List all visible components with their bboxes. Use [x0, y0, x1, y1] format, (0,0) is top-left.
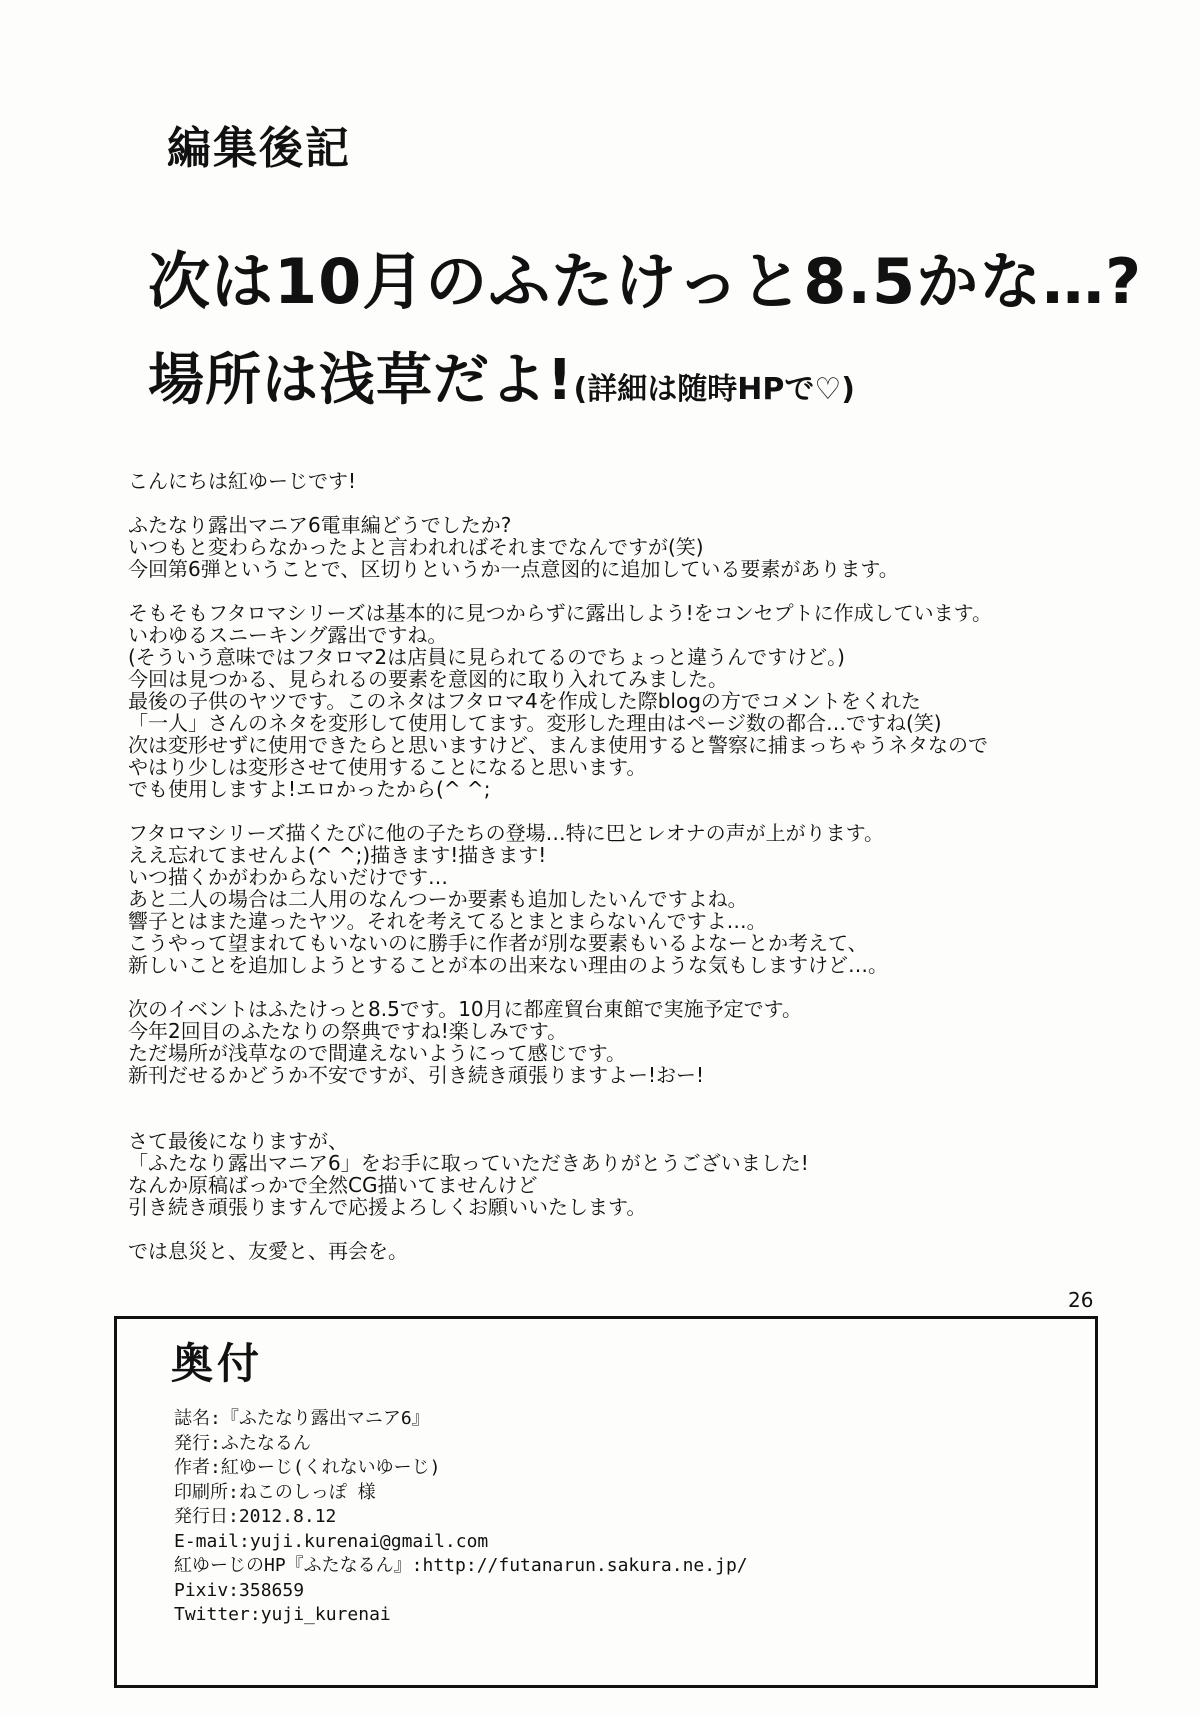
- paragraph-closing: [128, 1240, 1088, 1262]
- colophon-list: [174, 1407, 748, 1628]
- colophon-item-title: 誌名:『ふたなり露出マニア6』: [174, 1408, 430, 1429]
- text-line: 次のイベントはふたけっと8.5です。10月に都産貿台東館で実施予定です。: [128, 997, 803, 1021]
- text-line: では息災と、友愛と、再会を。: [128, 1239, 408, 1263]
- colophon-item-homepage: 紅ゆーじのHP『ふたなるん』:http://futanarun.sakura.ne.jp/: [174, 1555, 748, 1576]
- text-line: やはり少しは変形させて使用することになると思います。: [128, 755, 647, 779]
- text-line: 新刊だせるかどうか不安ですが、引き続き頑張りますよー!おー!: [128, 1063, 705, 1087]
- text-line: でも使用しますよ!エロかったから(^ ^;: [128, 777, 491, 801]
- text-line: いつもと変わらなかったよと言われればそれまでなんですが(笑): [128, 535, 704, 559]
- venue-headline-main: 場所は浅草だよ!: [148, 348, 574, 413]
- afterword-body: [128, 470, 1088, 1284]
- paragraph-greeting: [128, 470, 1088, 492]
- colophon-item-publisher: 発行:ふたなるん: [174, 1432, 311, 1454]
- page-number: 26: [1068, 1288, 1094, 1312]
- text-line: ええ忘れてませんよ(^ ^;)描きます!描きます!: [128, 843, 547, 867]
- colophon-item-author: 作者:紅ゆーじ(くれないゆーじ): [174, 1457, 441, 1478]
- text-line: (そういう意味ではフタロマ2は店員に見られてるのでちょっと違うんですけど。): [128, 645, 845, 669]
- paragraph-concept: [128, 602, 1088, 800]
- colophon-item-email: E-mail:yuji.kurenai@gmail.com: [174, 1530, 489, 1552]
- text-line: いつ描くかがわからないだけです…: [128, 865, 448, 889]
- colophon-item-pixiv: Pixiv:358659: [174, 1579, 305, 1601]
- venue-headline-note: (詳細は随時HPで♡): [573, 372, 855, 407]
- colophon-item-twitter: Twitter:yuji_kurenai: [174, 1604, 391, 1625]
- colophon-item-printer: 印刷所:ねこのしっぽ 様: [174, 1481, 376, 1503]
- paragraph-intro: [128, 514, 1088, 580]
- paragraph-event: [128, 998, 1088, 1086]
- text-line: ふたなり露出マニア6電車編どうでしたか?: [128, 513, 512, 537]
- text-line: 引き続き頑張りますんで応援よろしくお願いいたします。: [128, 1195, 647, 1219]
- text-line: いわゆるスニーキング露出ですね。: [128, 623, 448, 647]
- text-line: なんか原稿ばっかで全然CG描いてませんけど: [128, 1173, 538, 1197]
- text-line: フタロマシリーズ描くたびに他の子たちの登場…特に巴とレオナの声が上がります。: [128, 821, 884, 845]
- colophon-title: 奥付: [171, 1339, 264, 1388]
- text-line: 最後の子供のヤツです。このネタはフタロマ4を作成した際blogの方でコメントをくれた: [128, 689, 921, 713]
- text-line: そもそもフタロマシリーズは基本的に見つからずに露出しよう!をコンセプトに作成しています。: [128, 601, 993, 625]
- text-line: 今年2回目のふたなりの祭典ですね!楽しみです。: [128, 1019, 568, 1043]
- text-line: 響子とはまた違ったヤツ。それを考えてるとまとまらないんですよ…。: [128, 909, 767, 933]
- text-line: さて最後になりますが、: [128, 1129, 348, 1153]
- text-line: 「一人」さんのネタを変形して使用してます。変形した理由はページ数の都合…ですね(笑): [128, 711, 942, 735]
- colophon-item-date: 発行日:2012.8.12: [174, 1506, 337, 1527]
- text-line: 今回は見つかる、見られるの要素を意図的に取り入れてみました。: [128, 667, 728, 691]
- page-title: 編集後記: [167, 123, 351, 174]
- text-line: あと二人の場合は二人用のなんつーか要素も追加したいんですよね。: [128, 887, 748, 911]
- venue-headline: [148, 336, 1048, 416]
- event-headline: 次は10月のふたけっと8.5かな…?: [148, 245, 1143, 318]
- text-line: 今回第6弾ということで、区切りというか一点意図的に追加している要素があります。: [128, 557, 899, 581]
- paragraph-thanks: [128, 1130, 1088, 1218]
- text-line: 次は変形せずに使用できたらと思いますけど、まんま使用すると警察に捕まっちゃうネタなので: [128, 733, 988, 757]
- colophon-box: [114, 1316, 1098, 1688]
- text-line: 「ふたなり露出マニア6」をお手に取っていただきありがとうございました!: [128, 1151, 809, 1175]
- paragraph-characters: [128, 822, 1088, 976]
- text-line: 新しいことを追加しようとすることが本の出来ない理由のような気もしますけど…。: [128, 953, 888, 977]
- text-line: ただ場所が浅草なので間違えないようにって感じです。: [128, 1041, 626, 1065]
- text-line: こうやって望まれてもいないのに勝手に作者が別な要素もいるよなーとか考えて、: [128, 931, 868, 955]
- text-line: こんにちは紅ゆーじです!: [128, 469, 357, 493]
